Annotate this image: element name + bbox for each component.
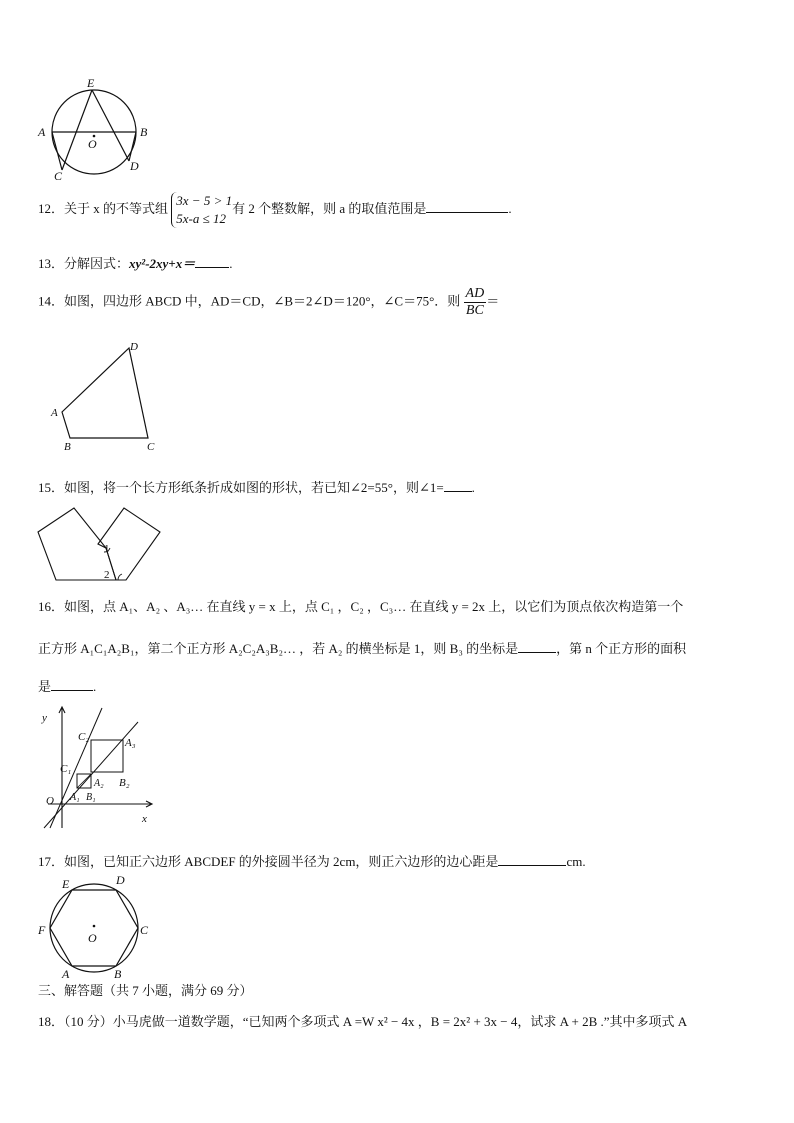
question-text: 如图，四边形 ABCD 中，AD＝CD，∠B＝2∠D＝120°，∠C＝75°．则: [64, 293, 461, 309]
label-A2: A₂: [94, 778, 104, 789]
answer-blank-2[interactable]: [51, 678, 93, 691]
answer-blank-1[interactable]: [518, 640, 556, 653]
label-D: D: [116, 873, 125, 887]
end-mark: .: [471, 480, 475, 495]
question-line-3: 是: [38, 679, 52, 694]
label-O: O: [88, 931, 97, 945]
folded-strip-figure: [36, 504, 166, 584]
expression: xy²-2xy+x＝: [129, 256, 196, 271]
question-number: 12．: [38, 200, 65, 216]
label-A: A: [51, 407, 58, 419]
question-number: 17．: [38, 854, 65, 869]
question-12: [38, 192, 512, 228]
answer-blank[interactable]: [498, 853, 566, 866]
origin-label: O: [46, 795, 54, 807]
question-15: [38, 479, 475, 497]
axis-label-x: x: [142, 813, 147, 825]
inequality-2: 5x-a ≤ 12: [176, 211, 227, 226]
question-16: [38, 598, 683, 616]
hexagon-figure: [34, 872, 158, 980]
fraction-denominator: BC: [465, 303, 484, 318]
label-C1: C₁: [60, 763, 72, 775]
label-B1: B₁: [86, 792, 96, 803]
label-B: B: [140, 125, 148, 139]
question-number: 15．: [38, 480, 65, 495]
label-B: B: [64, 441, 71, 453]
end-mark: .: [93, 679, 97, 694]
question-number: 18．: [38, 1014, 65, 1029]
label-B2: B₂: [119, 777, 130, 789]
section-heading: [38, 982, 253, 1000]
inequality-system: [171, 192, 232, 228]
label-E: E: [87, 76, 95, 90]
question-line-2b: ，第 n 个正方形的面积: [556, 641, 687, 656]
end-mark: .: [229, 256, 233, 271]
question-text: 如图，将一个长方形纸条折成如图的形状，若已知∠2=55°，则∠1=: [64, 480, 444, 495]
question-text-after: 有 2 个整数解，则 a 的取值范围是: [232, 200, 427, 216]
label-A: A: [62, 967, 70, 980]
answer-blank[interactable]: [195, 255, 229, 268]
question-16-line-3: [38, 678, 96, 696]
label-C2: C₂: [78, 731, 90, 743]
end-mark: cm.: [566, 854, 586, 869]
angle-1-label: 1: [104, 543, 110, 555]
label-D: D: [130, 341, 138, 353]
question-16-line-2: [38, 640, 686, 658]
label-E: E: [62, 877, 70, 891]
label-C: C: [54, 169, 63, 183]
inequality-1: 3x − 5 > 1: [176, 193, 233, 208]
question-text: 分解因式：: [64, 256, 130, 271]
equals-sign: ＝: [486, 293, 500, 309]
question-number: 13．: [38, 256, 65, 271]
fraction-numerator: AD: [465, 286, 485, 301]
angle-2-label: 2: [104, 569, 110, 581]
label-A3: A₃: [125, 737, 136, 749]
question-13: [38, 255, 232, 273]
label-A: A: [38, 125, 46, 139]
answer-blank[interactable]: [444, 479, 472, 492]
label-F: F: [38, 923, 46, 937]
question-14: [38, 286, 499, 319]
circle-chords-figure: [34, 74, 154, 184]
coordinate-squares-figure: [34, 704, 164, 830]
axis-label-y: y: [42, 712, 47, 724]
answer-blank[interactable]: [426, 200, 508, 213]
question-number: 14．: [38, 293, 65, 309]
section-title: 三、解答题（共 7 小题，满分 69 分）: [38, 983, 253, 998]
label-C: C: [147, 441, 155, 453]
label-A1: A₁: [70, 792, 80, 803]
question-text: 如图，已知正六边形 ABCDEF 的外接圆半径为 2cm，则正六边形的边心距是: [64, 854, 499, 869]
question-line-2a: 正方形 A₁C₁A₂B₁，第二个正方形 A₂C₂A₃B₂… ，若 A₂ 的横坐标是 1，则 B₃ 的坐标是: [38, 641, 519, 656]
label-O: O: [88, 137, 97, 151]
label-D: D: [130, 159, 139, 173]
question-text: 关于 x 的不等式组: [64, 200, 169, 216]
fraction-ad-bc: [464, 286, 487, 319]
question-text: （10 分）小马虎做一道数学题，“已知两个多项式 A =W x² − 4x ，B = 2x² + 3x − 4，试求 A + 2B .”其中多项式 A: [64, 1014, 688, 1029]
question-line-1: 如图，点 A₁、A₂ 、A₃… 在直线 y = x 上，点 C₁ ，C₂ ，C₃… 在直线 y = 2x 上，以它们为顶点依次构造第一个: [64, 599, 684, 614]
quadrilateral-figure: [46, 338, 166, 458]
label-B: B: [114, 967, 122, 980]
end-mark: .: [508, 200, 512, 216]
question-17: [38, 853, 586, 871]
question-18: [38, 1013, 687, 1031]
label-C: C: [140, 923, 149, 937]
question-number: 16．: [38, 599, 65, 614]
